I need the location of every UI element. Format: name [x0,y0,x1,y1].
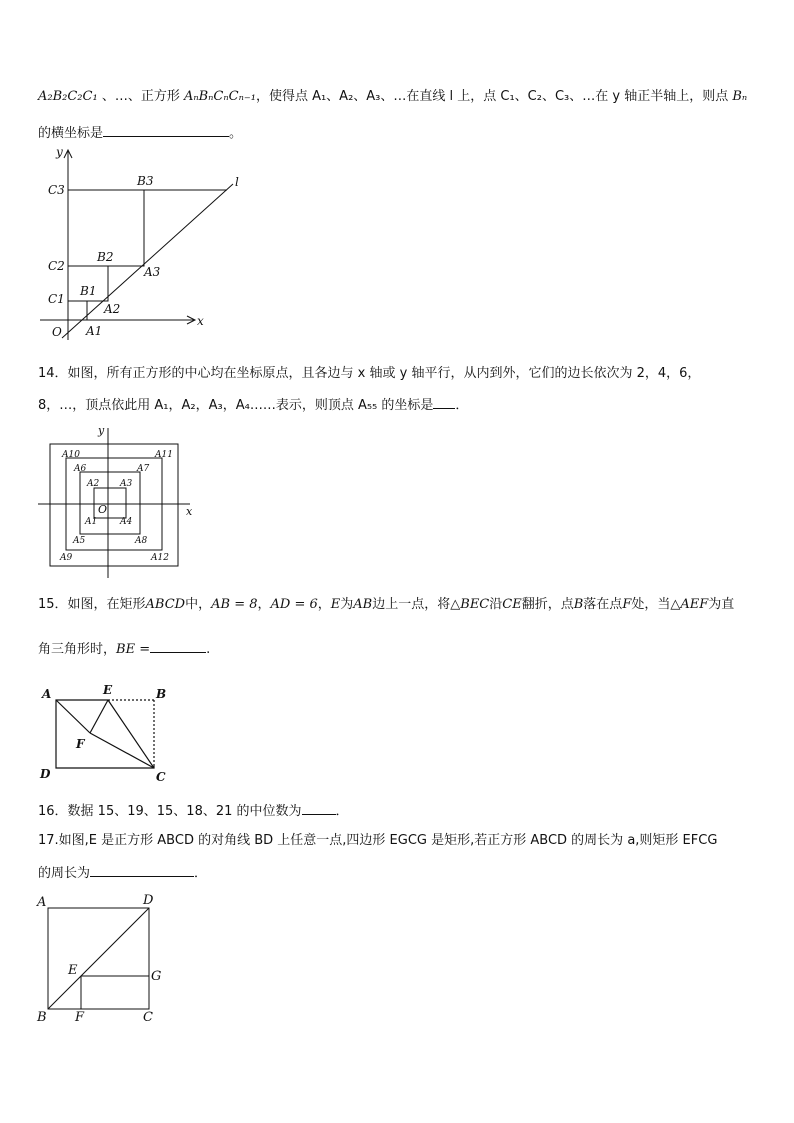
q13-label-b1: B1 [80,284,97,298]
q13-text-3: 的横坐标是 [38,126,104,141]
q16-text-end: ． [335,804,349,819]
q17-label-c: C [143,1010,153,1025]
q14-line-1: 14．如图，所有正方形的中心均在坐标原点，且各边与 x 轴或 y 轴平行，从内到外，它们的边长依次为 2，4，6， [38,366,701,381]
q15-triangle-aef: △AEF [670,597,709,612]
q14-label-a11: A11 [155,450,173,460]
q13-label-x: x [197,314,204,328]
q14-label-a8: A8 [135,536,148,546]
q14-label-a7: A7 [137,464,150,474]
q17-text-1: 的周长为 [38,866,91,881]
q15-label-a: A [42,687,52,701]
q17-label-g: G [151,969,162,984]
q13-label-c1: C1 [48,292,65,306]
q14-label-a9: A9 [60,553,73,563]
q15-triangle-bec: △BEC [450,597,490,612]
q14-label-a12: A12 [151,553,169,563]
q15-text-10: 角三角形时， [38,642,117,657]
q17-text-end: ． [194,866,208,881]
q15-text-8: 处，当 [631,597,671,612]
q13-label-c2: C2 [48,259,65,273]
q15-text-3: 为 [340,597,354,612]
q15-text-9: 为直 [708,597,735,612]
q17-diagonal-bd [48,908,149,1009]
q13-label-b2: B2 [97,250,114,264]
q15-label-c: C [156,770,166,784]
q15-text-1: 15．如图，在矩形 [38,597,146,612]
q15-point-b: B [573,597,584,612]
q15-segment-ce: CE [502,597,522,612]
q13-label-y: y [56,145,63,159]
q16-text: 16．数据 15、19、15、18、21 的中位数为 [38,804,302,819]
q15-text-6: 翻折，点 [521,597,574,612]
q13-text-1: 、…、正方形 [97,89,184,104]
q15-ab-value: AB = 8 [211,597,258,612]
q14-label-x: x [186,505,193,518]
q13-label-a2: A2 [104,302,121,316]
q15-point-e: E [330,597,341,612]
q15-rect-name: ABCD [145,597,186,612]
q14-label-o: O [98,503,108,516]
q15-comma-2: ， [317,597,331,612]
q14-label-a2: A2 [87,479,100,489]
q14-text-end: ． [455,398,469,413]
q15-text-5: 沿 [489,597,503,612]
q15-point-f: F [622,597,632,612]
q15-ad-value: AD = 6 [270,597,318,612]
q15-label-b: B [156,687,167,701]
q15-label-d: D [40,767,51,781]
q17-rectangle-efcg [81,976,149,1009]
q13-square-name-2: A₂B₂C₂C₁ [38,89,98,104]
q15-label-f: F [76,737,85,751]
q15-segment-ab: AB [353,597,373,612]
q15-text-2: 中， [185,597,212,612]
q15-text-7: 落在点 [583,597,623,612]
q15-be-equals: BE = [116,642,151,657]
q17-label-b: B [37,1010,47,1025]
q13-point-bn: Bₙ [732,89,748,104]
q13-text-2: ，使得点 A₁、A₂、A₃、…在直线 l 上，点 C₁、C₂、C₃、…在 y 轴正半轴上，则点 [255,89,733,104]
q14-label-a1: A1 [85,517,98,527]
q17-label-d: D [143,893,154,908]
q15-comma-1: ， [257,597,271,612]
q14-label-a5: A5 [73,536,86,546]
q13-label-o: O [52,325,62,339]
q17-label-f: F [75,1010,85,1025]
q14-label-a4: A4 [120,517,133,527]
q13-label-a3: A3 [144,265,161,279]
q15-text-end: . [206,642,211,657]
q17-label-a: A [37,895,47,910]
q14-label-y: y [98,424,105,437]
q14-label-a6: A6 [74,464,87,474]
q14-text-1: 8，…，顶点依此用 A₁，A₂，A₃，A₄……表示，则顶点 A₅₅ 的坐标是 [38,398,434,413]
q13-label-l: l [235,175,239,189]
q13-square-name-n: AₙBₙCₙCₙ₋₁ [183,89,256,104]
q13-label-c3: C3 [48,183,65,197]
q13-text-end: 。 [229,126,243,141]
q14-label-a3: A3 [120,479,133,489]
q14-label-a10: A10 [62,450,80,460]
q17-label-e: E [68,963,78,978]
q15-label-e: E [103,683,113,697]
q13-label-a1: A1 [86,324,103,338]
q15-text-4: 边上一点，将 [372,597,451,612]
q17-line-1: 17.如图,E 是正方形 ABCD 的对角线 BD 上任意一点,四边形 EGCG 是矩形,若正方形 ABCD 的周长为 a,则矩形 EFCG [38,833,718,848]
q13-label-b3: B3 [137,174,154,188]
